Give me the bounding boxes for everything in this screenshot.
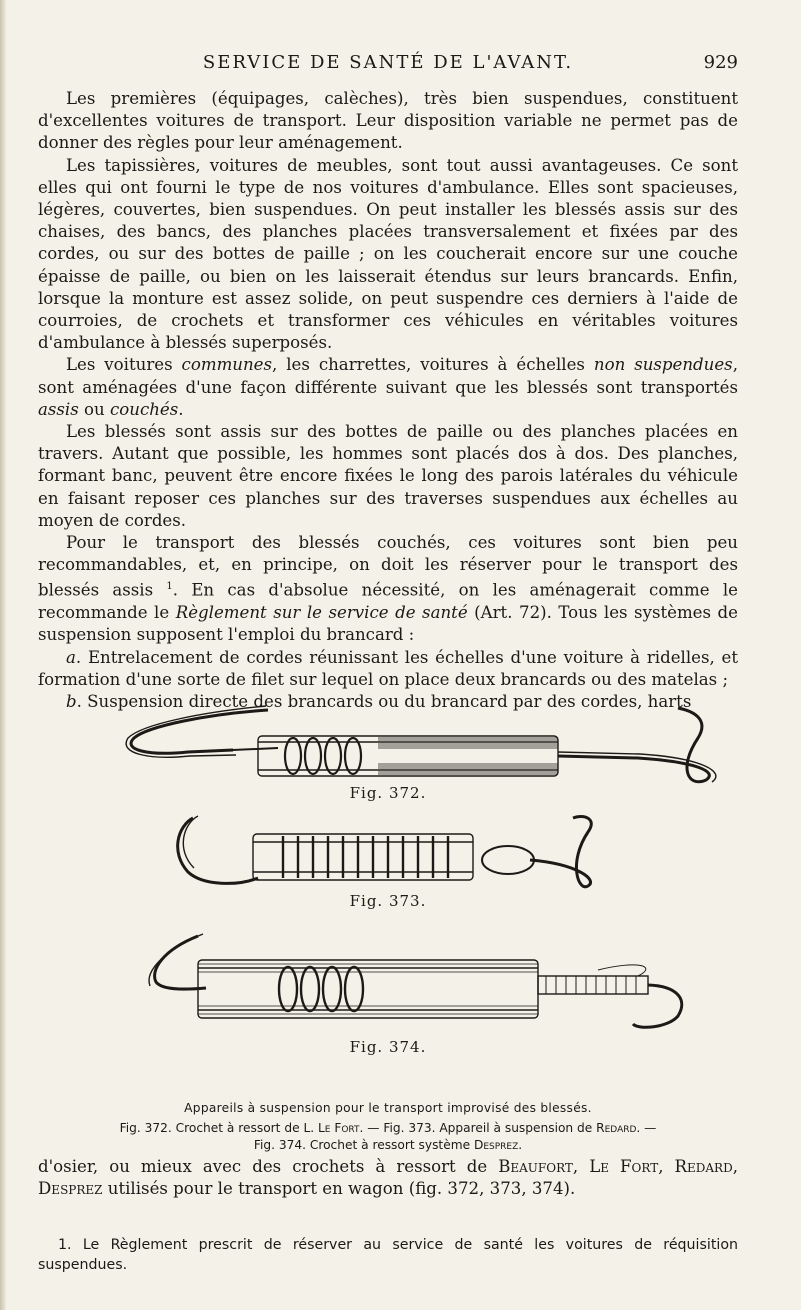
caption-text-e: . — [518, 1138, 523, 1152]
p3-emphasis-assis: assis — [38, 399, 79, 419]
paragraph-5 — [38, 532, 738, 647]
cont-name-desprez: Desprez — [38, 1179, 103, 1199]
list-letter-b: b — [66, 692, 77, 712]
caption-line-3 — [38, 1138, 738, 1152]
cont-name-beaufort: Beaufort — [498, 1157, 573, 1176]
p5-text-b: . En cas d'absolue nécessité, on les aménagerait comme le recommande le — [38, 581, 738, 623]
cont-text-a: d'osier, ou mieux avec des crochets à ressort de — [38, 1157, 499, 1176]
p5-text-c: (Art. 72). Tous les systèmes de suspension supposent l'emploi du brancard : — [38, 603, 738, 645]
cont-text-c: , — [658, 1157, 675, 1176]
figure-374-label: Fig. 374. — [349, 1038, 427, 1056]
caption-name-desprez: Desprez — [473, 1138, 519, 1152]
caption-text-c: . — — [636, 1121, 657, 1135]
footnote — [38, 1236, 738, 1275]
figures-block — [38, 702, 738, 1112]
paragraph-1: Les premières (équipages, calèches), très bien suspendues, constituent d'excellentes voitures de transport. Leur disposition variable ne permet pas de donner des règles pour leur aménagement. — [38, 89, 738, 153]
paragraph-3 — [38, 354, 738, 421]
figure-374 — [38, 930, 738, 1056]
p3-emphasis-communes: communes — [181, 355, 273, 375]
list-item-a — [38, 647, 738, 691]
p3-text-b: , les charrettes, voitures à échelles — [272, 355, 594, 375]
continuation-text — [38, 1156, 738, 1200]
p3-text-c: , sont aménagées d'une façon différente suivant que les blessés sont transportés — [38, 355, 738, 397]
p3-text-d: ou — [78, 399, 110, 419]
figure-372-label: Fig. 372. — [349, 784, 427, 802]
cont-name-le-fort: Le Fort — [589, 1157, 659, 1176]
figure-373-label: Fig. 373. — [349, 892, 427, 910]
cont-text-e: utilisés pour le transport en wagon (fig. 372, 373, 374). — [102, 1179, 576, 1199]
paragraph-2: Les tapissières, voitures de meubles, sont tout aussi avantageuses. Ce sont elles qui ont fourni le type de nos voitures d'ambulance. Elles sont spacieuses, légères, couvertes, bien suspendues. On peut installer les blessés assis sur des chaises, des bancs, des planches placées transversalement et fixées par des cordes, ou sur des bottes de paille ; on les coucherait encore sur une couche épaisse de paille, ou bien on les laisserait étendus sur leurs brancards. Enfin, lorsque la monture est assez solide, on peut suspendre ces derniers à l'aide de courroies, de crochets et transformer ces véhicules en véritables voitures d'ambulance à blessés superposés. — [38, 155, 738, 353]
running-head: SERVICE DE SANTÉ DE L'AVANT. — [202, 52, 574, 73]
page-number: 929 — [703, 52, 738, 73]
p5-emphasis-reglement: Règlement sur le service de santé — [175, 603, 468, 623]
caption-title: Appareils à suspension pour le transport improvisé des blessés. — [184, 1101, 592, 1115]
caption-text-a: Fig. 372. Crochet à ressort de L. — [119, 1121, 318, 1135]
p5-text-a: Pour le transport des blessés couchés, ces voitures sont bien peu recommandables, et, en principe, on doit les réserver pour le transport des blessés assis — [38, 533, 738, 600]
paragraph-4: Les blessés sont assis sur des bottes de paille ou des planches placées en travers. Autant que possible, les hommes sont placés dos à dos. Des planches, formant banc, peuvent être encore fixées le long des parois latérales du véhicule en faisant reposer ces planches sur des traverses suspendues aux échelles au moyen de cordes. — [38, 422, 738, 530]
caption-line-2 — [38, 1118, 738, 1138]
cont-name-redard: Redard — [674, 1157, 733, 1176]
list-text-b: . Suspension directe des brancards ou du brancard par des cordes, harts — [76, 692, 692, 712]
footnote-ref: 1 — [166, 581, 173, 593]
p3-text-e: . — [178, 399, 184, 419]
cont-text-d: , — [732, 1157, 738, 1176]
spring-hook-le-fort-illustration — [38, 702, 738, 784]
body-text — [38, 88, 738, 713]
p3-emphasis-couches: couchés — [109, 399, 179, 419]
footnote-text: 1. Le Règlement prescrit de réserver au service de santé les voitures de réquisition suspendues. — [38, 1237, 738, 1273]
caption-text-b: . — Fig. 373. Appareil à suspension de — [359, 1121, 597, 1135]
page-binding-edge — [0, 0, 6, 1310]
cont-text-b: , — [572, 1157, 590, 1176]
list-text-a: . Entrelacement de cordes réunissant les échelles d'une voiture à ridelles, et formation d'une sorte de filet sur lequel on place deux brancards ou des matelas ; — [38, 647, 738, 689]
page-header — [38, 52, 738, 78]
figure-caption — [38, 1098, 738, 1152]
suspension-apparatus-redard-illustration — [38, 812, 738, 892]
figure-372 — [38, 702, 738, 802]
p3-text-a: Les voitures — [66, 355, 182, 375]
caption-name-le-fort: Le Fort — [317, 1121, 360, 1135]
figure-373 — [38, 812, 738, 910]
continuation-paragraph — [38, 1156, 738, 1200]
spring-hook-desprez-illustration — [38, 930, 738, 1038]
p3-emphasis-non-suspendues: non suspendues — [593, 355, 733, 375]
list-letter-a: a — [66, 647, 76, 667]
caption-text-d: Fig. 374. Crochet à ressort système — [253, 1138, 474, 1152]
caption-name-redard: Redard — [596, 1121, 637, 1135]
